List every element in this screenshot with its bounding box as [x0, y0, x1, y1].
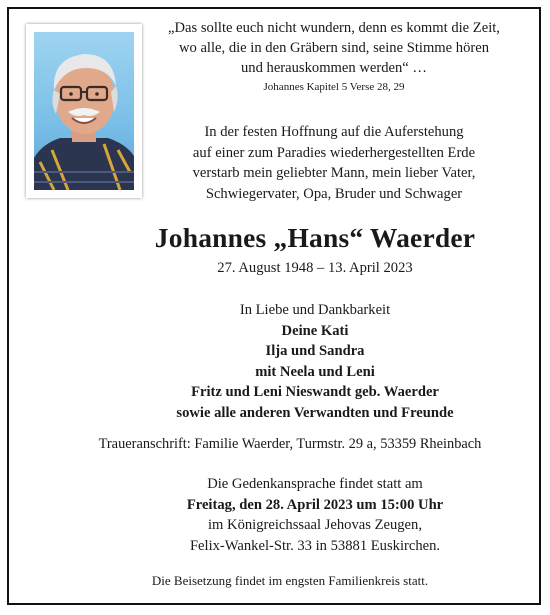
family-name: sowie alle anderen Verwandten und Freunde: [176, 404, 454, 421]
family-intro: In Liebe und Dankbarkeit: [239, 302, 391, 318]
hope-line: Schwiegervater, Opa, Bruder und Schwager: [205, 185, 463, 202]
family-name: Ilja und Sandra: [265, 343, 365, 360]
hope-statement: [150, 122, 518, 204]
burial-note: Die Beisetzung findet im engsten Familienkreis statt.: [151, 573, 429, 588]
quote-line: wo alle, die in den Gräbern sind, seine Stimme hören: [178, 40, 490, 56]
service-location: im Königreichssaal Jehovas Zeugen,: [208, 517, 422, 534]
memorial-service: [100, 474, 530, 556]
hope-line: In der festen Hoffnung auf die Auferstehung: [204, 124, 464, 140]
portrait-illustration: [34, 32, 134, 190]
family-signature: [100, 300, 530, 424]
family-name: Deine Kati: [281, 322, 349, 339]
portrait-photo: [34, 32, 134, 190]
life-dates: 27. August 1948 – 13. April 2023: [217, 260, 413, 276]
hope-line: auf einer zum Paradies wiederhergestellten Erde: [192, 144, 476, 161]
portrait-frame: [26, 24, 142, 198]
service-datetime: Freitag, den 28. April 2023 um 15:00 Uhr: [186, 496, 444, 513]
quote-line: und herauskommen werden“ …: [240, 60, 427, 76]
family-name: mit Neela und Leni: [255, 363, 375, 380]
bible-quote: [150, 18, 518, 95]
service-intro: Die Gedenkansprache findet statt am: [207, 476, 423, 492]
mourning-address: Traueranschrift: Familie Waerder, Turmstr. 29 a, 53359 Rheinbach: [98, 436, 482, 452]
quote-reference: Johannes Kapitel 5 Verse 28, 29: [263, 81, 405, 93]
family-name: Fritz und Leni Nieswandt geb. Waerder: [191, 384, 439, 401]
service-street: Felix-Wankel-Str. 33 in 53881 Euskirchen.: [189, 537, 441, 554]
quote-line: „Das sollte euch nicht wundern, denn es kommt die Zeit,: [168, 20, 500, 36]
hope-line: verstarb mein geliebter Mann, mein lieber Vater,: [192, 165, 476, 181]
deceased-name: Johannes „Hans“ Waerder: [154, 222, 476, 253]
